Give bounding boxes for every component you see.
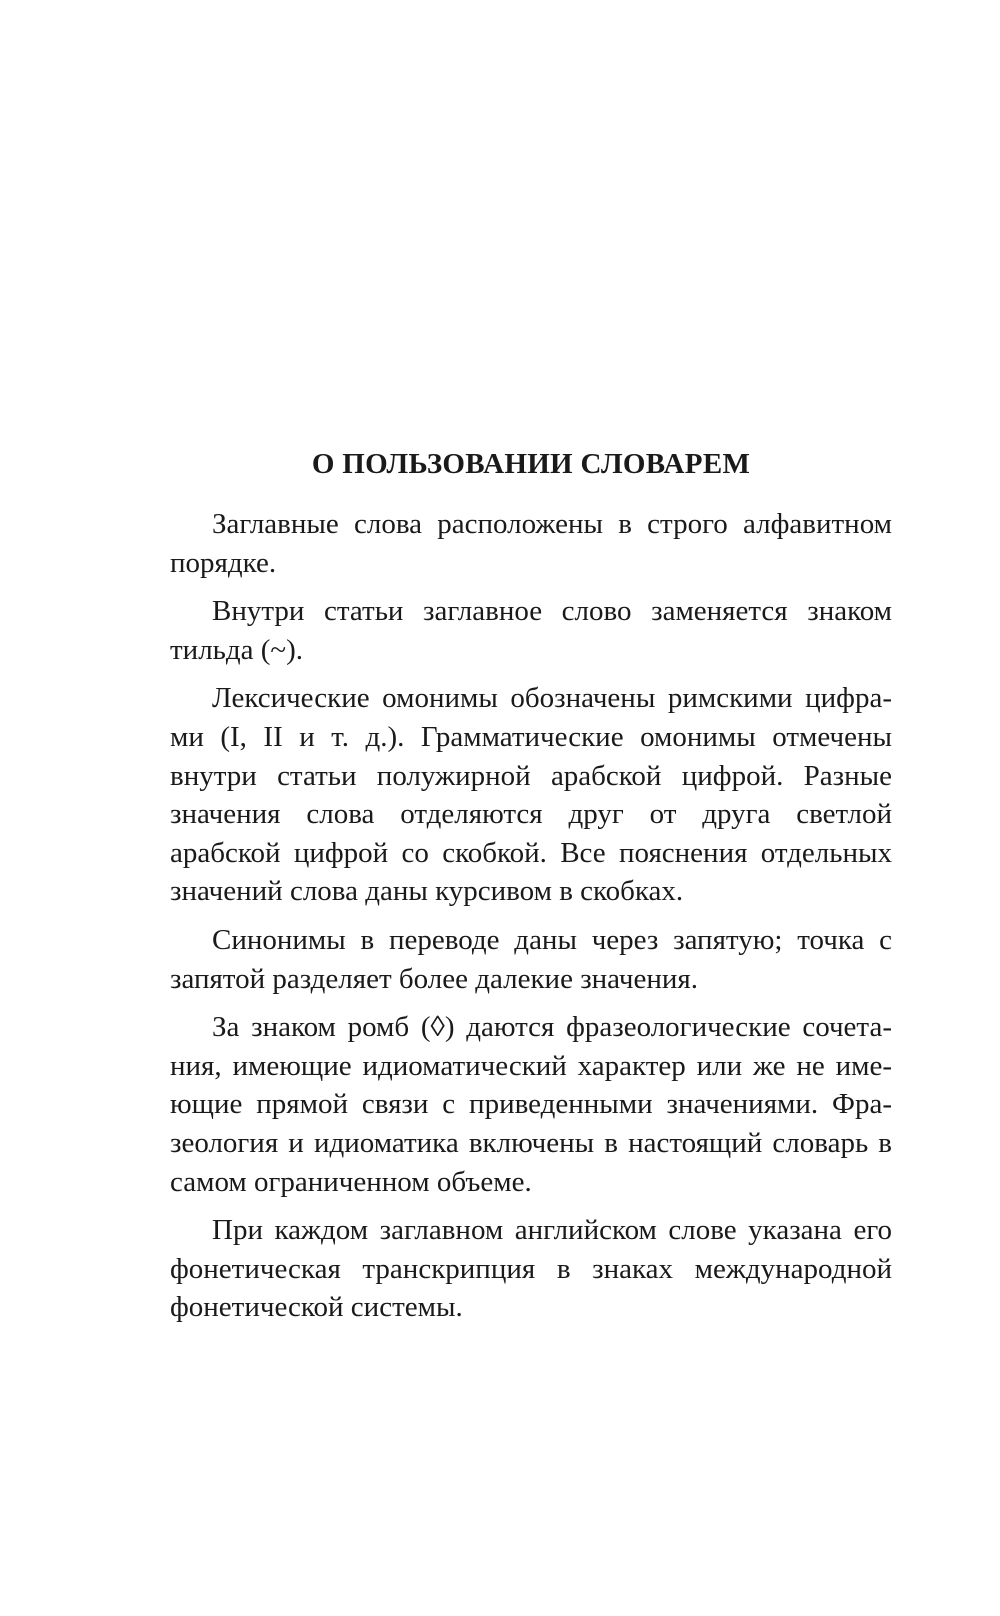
paragraph-alphabetical-order: Заглавные слова расположены в строго алфавитном порядке. <box>170 508 892 579</box>
body-text <box>170 505 892 1337</box>
paragraph-transcription: При каждом заглавном английском слове указана его фонетическая транскрипция в знаках международной фонетической системы. <box>170 1214 892 1324</box>
paragraph-synonyms: Синонимы в переводе даны через запятую; точка с запятой разделяет более далекие значения. <box>170 923 892 995</box>
paragraph-tilde: Внутри статьи заглавное слово заменяется знаком тильда (~). <box>170 595 892 666</box>
page-title: О ПОЛЬЗОВАНИИ СЛОВАРЕМ <box>311 448 751 480</box>
paragraph-homonyms: Лексические омонимы обозначены римскими цифрами (I, II и т. д.). Грамматические омонимы отмечены внутри статьи полужирной арабской цифрой. Разные значения слова отделяются друг от друга светлой арабской цифрой со скобкой. Все пояснения отдельных значений слова даны курсивом в скобках. <box>170 682 892 908</box>
paragraph-phraseology: За знаком ромб (◊) даются фразеологические сочетания, имеющие идиоматический характер или же не имеющие прямой связи с приведенными значениями. Фразеология и идиоматика включены в настоящий словарь в самом ограниченном объеме. <box>170 1011 892 1198</box>
